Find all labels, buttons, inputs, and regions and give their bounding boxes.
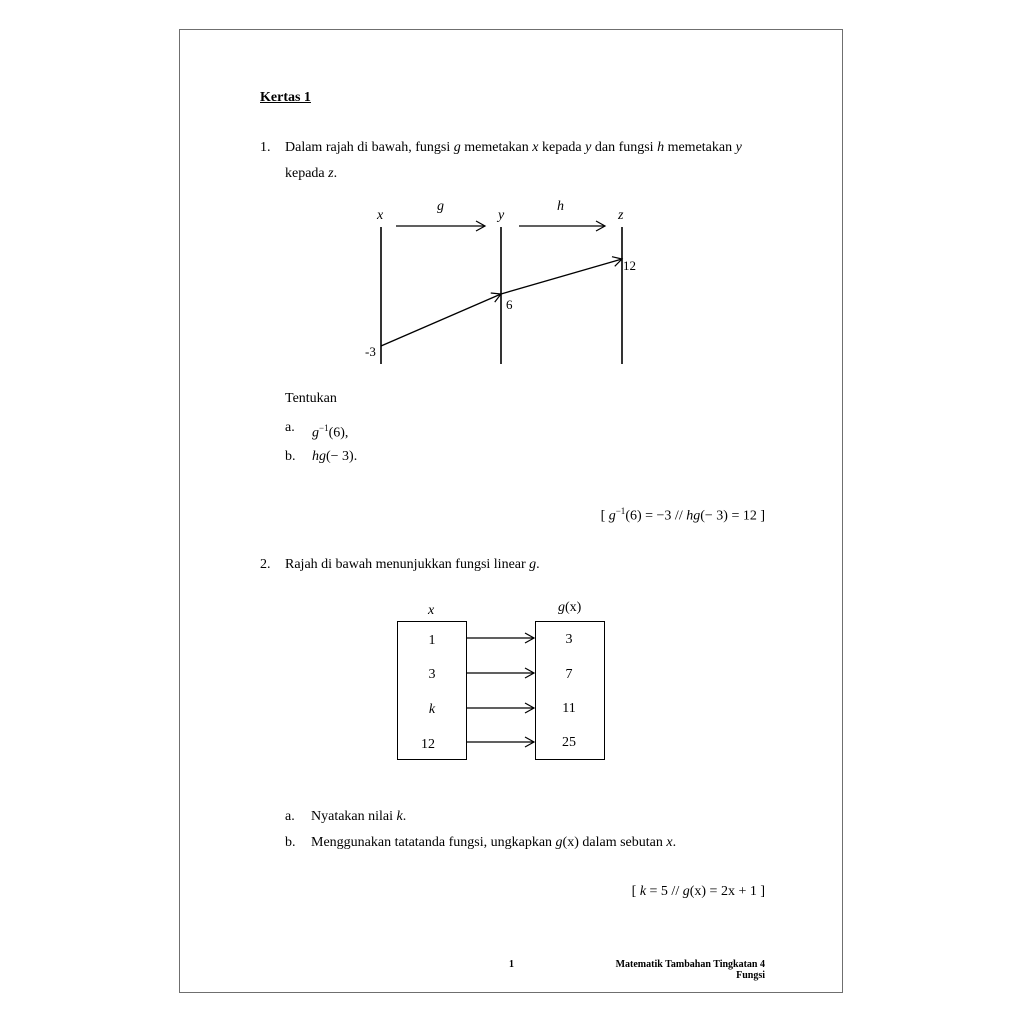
codomain-value-7: 7: [565, 667, 573, 682]
value-neg3: -3: [365, 344, 376, 359]
q2-part-b: Menggunakan tatatanda fungsi, ungkapkan g(x) dalam sebutan x.: [311, 835, 677, 850]
q1-part-b: hg(− 3).: [312, 449, 358, 464]
q2-number: 2.: [260, 557, 271, 572]
q2-header-x: x: [428, 603, 435, 618]
q2-text: Rajah di bawah menunjukkan fungsi linear g.: [285, 557, 540, 572]
footer-title-line1: Matematik Tambahan Tingkatan 4: [615, 959, 765, 970]
label-x: x: [377, 208, 384, 223]
domain-value-3: 3: [428, 667, 436, 682]
q2-part-a: Nyatakan nilai k.: [311, 809, 407, 824]
value-12: 12: [623, 258, 636, 273]
label-y: y: [498, 208, 505, 223]
q2-part-a-label: a.: [285, 809, 295, 824]
label-h: h: [557, 199, 564, 214]
q1-part-a-label: a.: [285, 420, 295, 435]
domain-value-1: 1: [428, 633, 436, 648]
q1-answer: [ $g^{-1}(6) = -3 // hg(- 3) = 12$ ]: [600, 506, 765, 524]
codomain-value-11: 11: [562, 701, 576, 716]
label-z: z: [618, 208, 624, 223]
q2-header-gx: g(x): [558, 600, 582, 615]
q2-answer: [ k = 5 // g(x) = 2x + 1 ]: [631, 884, 765, 899]
q1-part-b-label: b.: [285, 449, 296, 464]
codomain-value-3: 3: [565, 632, 573, 647]
codomain-value-25: 25: [562, 735, 576, 750]
q1-number: 1.: [260, 140, 271, 155]
footer-title-line2: Fungsi: [736, 970, 765, 981]
footer-title: [616, 959, 765, 981]
q1-part-a: $g^{-1}(6)$,: [312, 423, 349, 441]
q1-line2: kepada z.: [285, 166, 338, 181]
q1-line1: Dalam rajah di bawah, fungsi g memetakan x kepada y dan fungsi h memetakan y: [285, 140, 742, 155]
page-number: 1: [509, 959, 514, 970]
q2-part-b-label: b.: [285, 835, 296, 850]
label-g: g: [437, 199, 444, 214]
document-page: [179, 29, 843, 993]
q1-tentukan: Tentukan: [285, 391, 337, 406]
domain-value-12: 12: [421, 737, 435, 752]
value-6: 6: [506, 297, 513, 312]
section-heading: Kertas 1: [260, 90, 311, 105]
domain-value-k: k: [428, 702, 436, 717]
